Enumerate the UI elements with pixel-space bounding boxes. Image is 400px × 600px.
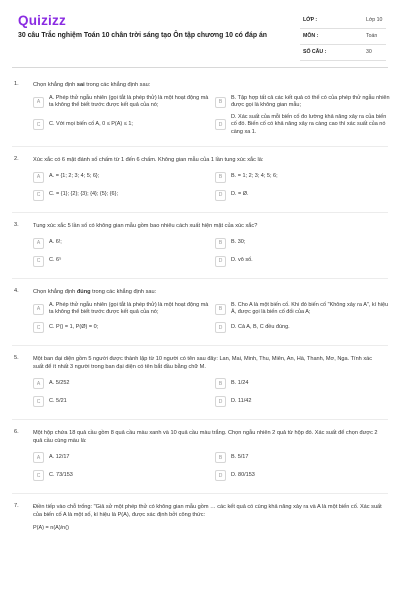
answer-option-a[interactable] [33, 451, 209, 465]
option-letter-badge: D [215, 470, 226, 481]
meta-row-subject [300, 29, 386, 45]
option-text: D. 80/153 [231, 472, 255, 479]
meta-value: Lớp 10 [366, 17, 383, 23]
meta-value: 30 [366, 49, 372, 55]
meta-label: SỐ CÂU : [303, 49, 327, 55]
question-text-pre: Chọn khẳng định [33, 289, 77, 296]
option-text: A. 5/252 [49, 380, 70, 387]
option-letter-badge: C [33, 470, 44, 481]
option-text: D. Xác suất của mỗi biến cố đo lường khả năng xảy ra của biến cố đó. Biến cố có khả năng xảy ra càng cao thì xác suất của nó càng xa 1. [231, 113, 387, 135]
question-text-pre: Một ban đại diện gồm 5 người được thành lập từ 10 người có tên sau đây: Lan, Mai, Minh, Thu, Miên, An, Hà, Thanh, Mơ, Nga. Tính xác suất để ít nhất 3 người trong ban đại diện có tên bắt đầu bằng chữ M. [33, 355, 373, 370]
question-number: 2. [14, 156, 19, 163]
quizizz-logo: Quizizz [18, 13, 66, 28]
option-letter-badge: A [33, 378, 44, 389]
question-text [33, 429, 383, 445]
option-text: B. 30; [231, 239, 246, 246]
answer-options [33, 451, 385, 493]
option-letter-badge: D [215, 190, 226, 201]
question-number: 7. [14, 502, 19, 509]
option-text: C. Với mọi biến cố A, 0 ≤ P(A) ≤ 1; [49, 121, 133, 128]
answer-option-c[interactable] [33, 469, 209, 483]
answer-option-b[interactable] [215, 170, 391, 184]
question-3 [12, 212, 388, 278]
question-list [0, 72, 400, 531]
option-text: D. = Ø. [231, 191, 249, 198]
question-2 [12, 146, 388, 212]
option-text: B. Cho A là một biến cố. Khi đó biến cố "Không xảy ra A", kí hiệu Ā, được gọi là biến cố đối của A; [231, 302, 389, 316]
option-letter-badge: A [33, 304, 44, 315]
answer-option-c[interactable] [33, 114, 209, 136]
option-text: C. 6⁵ [49, 257, 62, 264]
answer-options [33, 95, 390, 146]
document-header [0, 0, 400, 68]
question-number: 3. [14, 222, 19, 229]
answer-option-c[interactable] [33, 254, 209, 268]
option-text: C. = {1}; {2}; {3}; {4}; {5}; {6}; [49, 191, 118, 198]
option-text: A. Phép thử ngẫu nhiên (gọi tắt là phép thử) là một hoạt động mà ta không thể biết trước được kết quả của nó; [49, 302, 209, 316]
question-text [33, 503, 383, 519]
answer-option-d[interactable] [215, 469, 391, 483]
answer-option-d[interactable] [215, 321, 391, 335]
option-text: B. 1/24 [231, 380, 249, 387]
question-5 [12, 345, 388, 419]
option-letter-badge: B [215, 172, 226, 183]
question-text-post: trong các khẳng định sau: [90, 289, 157, 296]
option-letter-badge: C [33, 256, 44, 267]
question-text [33, 355, 383, 371]
answer-option-a[interactable] [33, 236, 209, 250]
answer-option-b[interactable] [215, 377, 391, 391]
option-text: A. 6!; [49, 239, 62, 246]
option-letter-badge: D [215, 322, 226, 333]
question-4 [12, 278, 388, 345]
question-text [33, 222, 383, 230]
question-number: 1. [14, 81, 19, 87]
answer-option-c[interactable] [33, 188, 209, 202]
question-text-pre: Một hộp chứa 18 quả cầu gồm 8 quả cầu màu xanh và 10 quả cầu màu trắng. Chọn ngẫu nhiên 2 quả từ hộp đó. Xác suất để chọn được 2 quả cầu cùng màu là: [33, 429, 378, 444]
question-number: 6. [14, 428, 19, 435]
meta-label: MÔN : [303, 33, 319, 39]
document-title: 30 câu Trắc nghiệm Toán 10 chân trời sáng tạo Ôn tập chương 10 có đáp án [18, 32, 267, 39]
question-text [33, 156, 383, 164]
option-text: D. vô số. [231, 257, 253, 264]
answer-option-b[interactable] [215, 95, 391, 110]
answer-options [33, 236, 385, 278]
answer-option-c[interactable] [33, 395, 209, 409]
option-letter-badge: A [33, 238, 44, 249]
formula: P(A) = n(A)/n() [33, 524, 69, 531]
option-text: A. 12/17 [49, 454, 70, 461]
option-letter-badge: C [33, 190, 44, 201]
meta-value: Toán [366, 33, 378, 39]
option-text: B. 5/17 [231, 454, 249, 461]
question-text-post: trong các khẳng định sau: [84, 82, 151, 88]
question-text-pre: Tung xúc xắc 5 lần số có không gian mẫu gồm bao nhiêu cách xuất hiện mặt của xúc xắc? [33, 223, 258, 230]
option-letter-badge: B [215, 452, 226, 463]
question-text-pre: Chọn khẳng định [33, 82, 77, 88]
answer-option-d[interactable] [215, 114, 391, 136]
option-text: D. 11/42 [231, 398, 252, 405]
question-7 [12, 493, 388, 531]
answer-option-a[interactable] [33, 170, 209, 184]
option-letter-badge: A [33, 452, 44, 463]
meta-label: LỚP : [303, 17, 318, 23]
option-text: B. Tập hợp tất cả các kết quả có thể có của phép thử ngẫu nhiên được gọi là không gian mẫu; [231, 95, 390, 109]
answer-options [33, 377, 385, 419]
meta-row-grade [300, 13, 386, 29]
option-text: A. = {1; 2; 3; 4; 5; 6}; [49, 173, 100, 180]
answer-option-a[interactable] [33, 95, 209, 110]
option-text: C. 5/21 [49, 398, 67, 405]
answer-option-b[interactable] [215, 302, 391, 317]
question-text-pre: Điền tiếp vào chỗ trống: "Giả sử một phép thử có không gian mẫu gồm … các kết quả có cùng khả năng xảy ra và A là một biến cố. Xác suất của biến cố A là một số, kí hiệu là P(A), được xác định bởi công thức: [33, 503, 382, 518]
header-divider [12, 67, 388, 68]
question-1 [12, 72, 388, 146]
option-text: B. = 1; 2; 3; 4; 5; 6; [231, 173, 278, 180]
question-text-em: đúng [76, 289, 91, 296]
option-text: C. 73/153 [49, 472, 73, 479]
option-letter-badge: A [33, 97, 44, 108]
answer-option-a[interactable] [33, 377, 209, 391]
question-text [33, 81, 383, 89]
question-text-pre: Xúc xắc có 6 mặt đánh số chấm từ 1 đến 6 chấm. Không gian mẫu của 1 lần tung xúc xắc là: [33, 157, 264, 164]
option-letter-badge: B [215, 304, 226, 315]
option-letter-badge: B [215, 378, 226, 389]
option-text: A. Phép thử ngẫu nhiên (gọi tắt là phép thử) là một hoạt động mà ta không thể biết trước được kết quả của nó; [49, 95, 209, 109]
meta-row-count [300, 45, 386, 61]
answer-option-a[interactable] [33, 302, 209, 317]
option-letter-badge: D [215, 119, 226, 130]
answer-option-b[interactable] [215, 236, 391, 250]
answer-option-c[interactable] [33, 321, 209, 335]
option-letter-badge: D [215, 396, 226, 407]
option-letter-badge: C [33, 322, 44, 333]
answer-option-b[interactable] [215, 451, 391, 465]
answer-option-d[interactable] [215, 395, 391, 409]
answer-option-d[interactable] [215, 188, 391, 202]
question-text-em: sai [76, 82, 85, 88]
option-letter-badge: C [33, 119, 44, 130]
option-letter-badge: A [33, 172, 44, 183]
question-number: 5. [14, 354, 19, 361]
meta-table [300, 13, 386, 61]
question-text [33, 288, 383, 296]
answer-options [33, 302, 389, 345]
question-6 [12, 419, 388, 493]
option-text: D. Cả A, B, C đều đúng. [231, 324, 290, 331]
question-number: 4. [14, 288, 19, 295]
option-letter-badge: B [215, 238, 226, 249]
option-text: C. P() = 1, P(Ø) = 0; [49, 324, 99, 331]
option-letter-badge: D [215, 256, 226, 267]
option-letter-badge: B [215, 97, 226, 108]
answer-option-d[interactable] [215, 254, 391, 268]
answer-options [33, 170, 385, 212]
option-letter-badge: C [33, 396, 44, 407]
